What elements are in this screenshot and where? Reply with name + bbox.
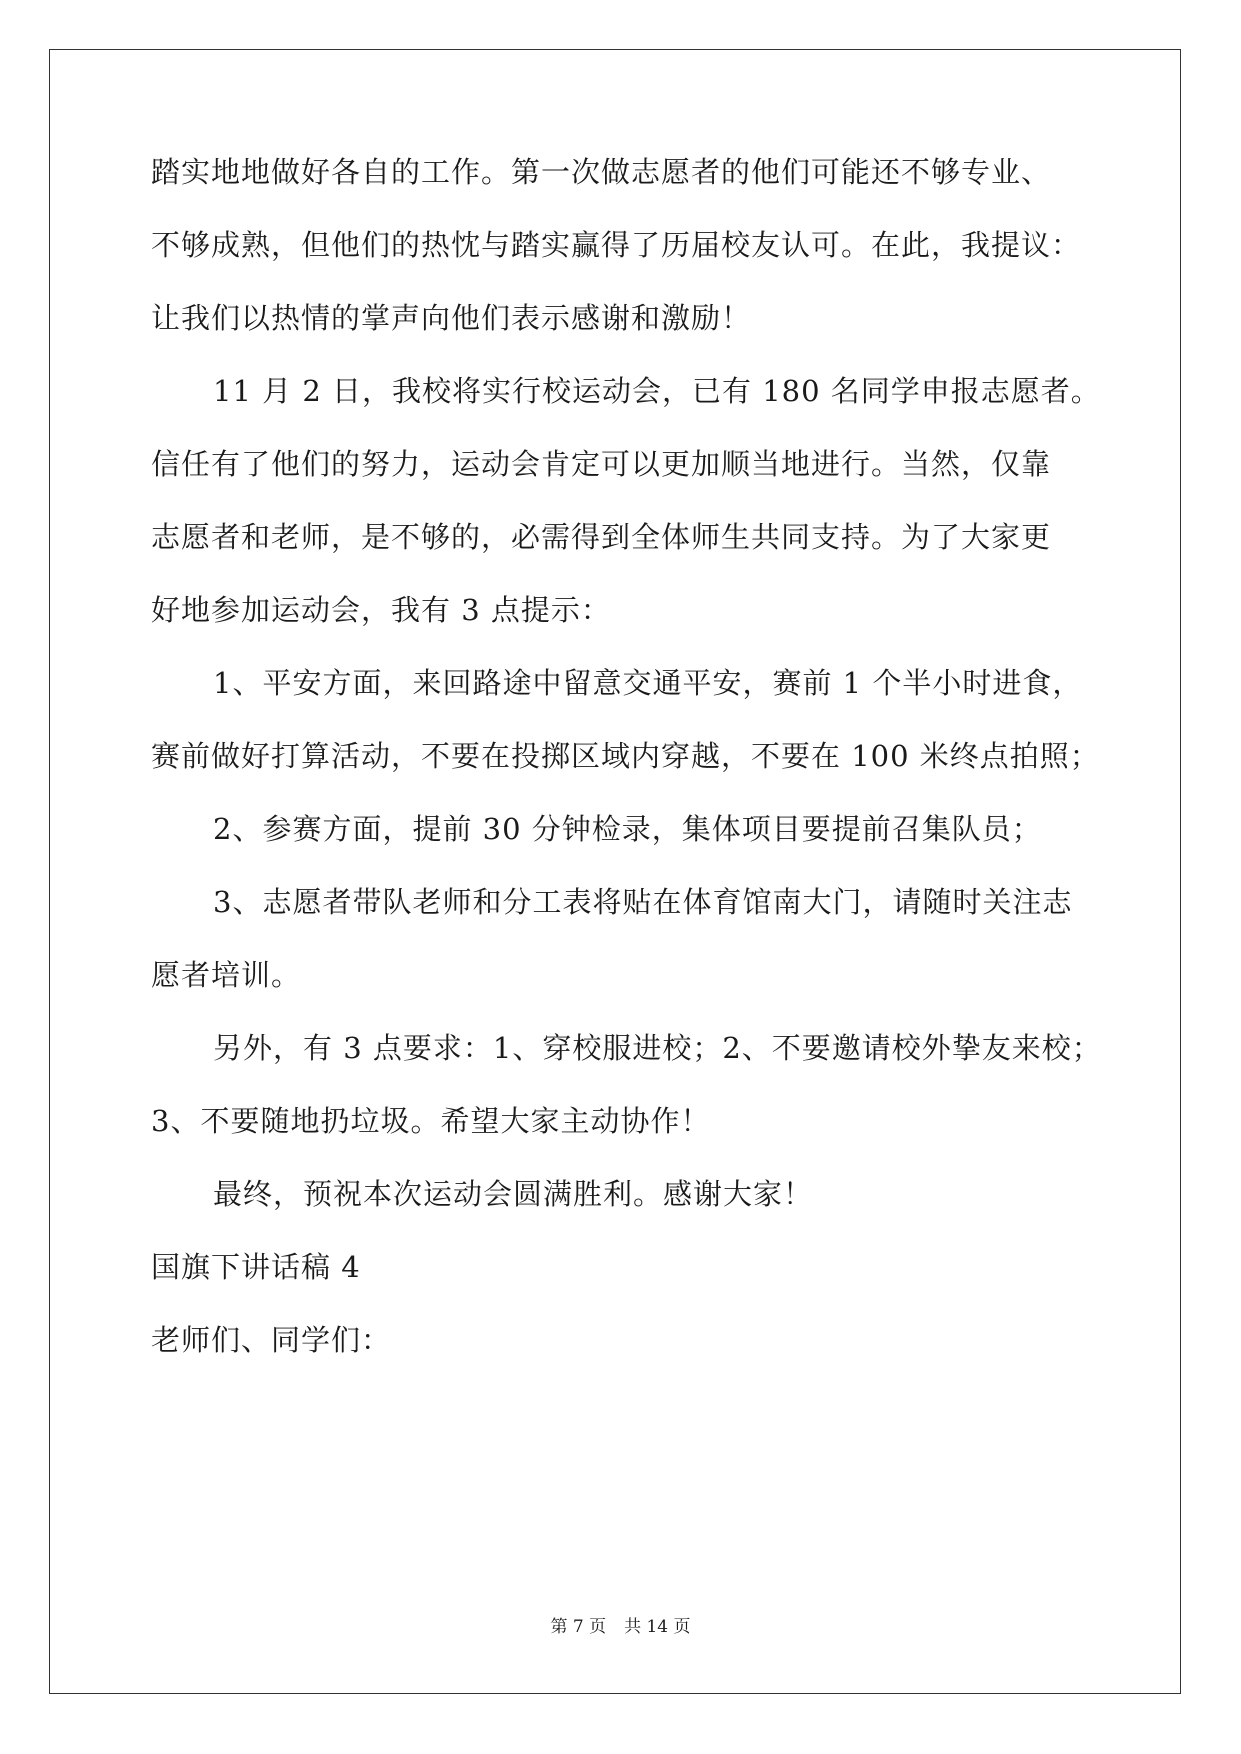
body-text-line: 不够成熟，但他们的热忱与踏实赢得了历届校友认可。在此，我提议： [151,228,1082,262]
body-text-line: 愿者培训。 [151,958,302,992]
body-text-line: 3、志愿者带队老师和分工表将贴在体育馆南大门，请随时关注志 [213,885,1073,919]
salutation-line: 老师们、同学们： [151,1323,392,1357]
body-text-line: 信任有了他们的努力，运动会肯定可以更加顺当地进行。当然，仅靠 [151,447,1052,481]
section-heading: 国旗下讲话稿 4 [151,1250,361,1284]
body-text-line: 好地参加运动会，我有 3 点提示： [151,593,611,627]
body-text-line: 3、不要随地扔垃圾。希望大家主动协作！ [151,1104,711,1138]
page-footer [0,1615,1241,1639]
body-text-line: 11 月 2 日，我校将实行校运动会，已有 180 名同学申报志愿者。 [213,374,1101,408]
body-text-line: 赛前做好打算活动，不要在投掷区域内穿越，不要在 100 米终点拍照； [151,739,1100,773]
page-number: 第 7 页 [550,1617,607,1637]
page-border [49,49,1181,1694]
body-text-line: 踏实地地做好各自的工作。第一次做志愿者的他们可能还不够专业、 [151,155,1052,189]
page-total: 共 14 页 [624,1617,691,1637]
body-text-line: 另外，有 3 点要求：1、穿校服进校；2、不要邀请校外挚友来校； [213,1031,1102,1065]
body-text-line: 让我们以热情的掌声向他们表示感谢和激励！ [151,301,752,335]
body-text-line: 2、参赛方面，提前 30 分钟检录，集体项目要提前召集队员； [213,812,1042,846]
body-text-line: 1、平安方面，来回路途中留意交通平安，赛前 1 个半小时进食， [213,666,1083,700]
body-text-line: 志愿者和老师，是不够的，必需得到全体师生共同支持。为了大家更 [151,520,1052,554]
body-text-line: 最终，预祝本次运动会圆满胜利。感谢大家！ [213,1177,814,1211]
